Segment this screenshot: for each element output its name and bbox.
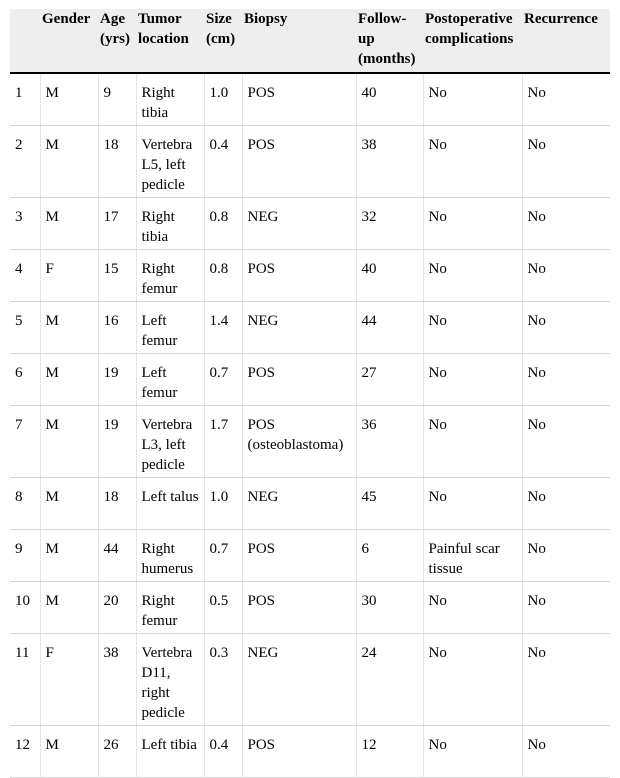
- cell-size: 0.7: [204, 354, 242, 406]
- cell-recurrence: No: [522, 73, 610, 126]
- cell-size: 0.4: [204, 126, 242, 198]
- table-row: [10, 250, 610, 302]
- cell-follow-up: 32: [356, 198, 423, 250]
- cell-age: 26: [98, 726, 136, 778]
- cell-patient-no: 2: [10, 126, 40, 198]
- table-row: [10, 726, 610, 778]
- cell-patient-no: 9: [10, 530, 40, 582]
- cell-biopsy: POS: [242, 582, 356, 634]
- cell-recurrence: No: [522, 478, 610, 530]
- cell-patient-no: 6: [10, 354, 40, 406]
- cell-postoperative-complications: No: [423, 406, 522, 478]
- cell-gender: M: [40, 73, 98, 126]
- table-row: [10, 73, 610, 126]
- cell-postoperative-complications: Painful scar tissue: [423, 530, 522, 582]
- cell-patient-no: 5: [10, 302, 40, 354]
- cell-gender: F: [40, 634, 98, 726]
- cell-biopsy: NEG: [242, 198, 356, 250]
- cell-gender: M: [40, 478, 98, 530]
- cell-size: 1.4: [204, 302, 242, 354]
- cell-age: 16: [98, 302, 136, 354]
- cell-tumor-location: Left femur: [136, 354, 204, 406]
- cell-size: 1.0: [204, 73, 242, 126]
- cell-biopsy: POS: [242, 726, 356, 778]
- cell-postoperative-complications: No: [423, 582, 522, 634]
- cell-follow-up: 45: [356, 478, 423, 530]
- cell-tumor-location: Right femur: [136, 582, 204, 634]
- cell-age: 19: [98, 354, 136, 406]
- cell-patient-no: 12: [10, 726, 40, 778]
- cell-tumor-location: Vertebra D11, right pedicle: [136, 634, 204, 726]
- table-header: [10, 9, 610, 73]
- cell-postoperative-complications: No: [423, 726, 522, 778]
- cell-tumor-location: Vertebra L3, left pedicle: [136, 406, 204, 478]
- cell-size: 0.8: [204, 250, 242, 302]
- column-header-tumor-location: Tumor location: [136, 9, 204, 73]
- cell-postoperative-complications: No: [423, 126, 522, 198]
- cell-age: 18: [98, 126, 136, 198]
- cell-follow-up: 12: [356, 726, 423, 778]
- cell-biopsy: POS: [242, 126, 356, 198]
- cell-patient-no: 11: [10, 634, 40, 726]
- cell-follow-up: 6: [356, 530, 423, 582]
- cell-size: 0.4: [204, 726, 242, 778]
- cell-patient-no: 7: [10, 406, 40, 478]
- cell-patient-no: 10: [10, 582, 40, 634]
- cell-age: 17: [98, 198, 136, 250]
- table-row: [10, 302, 610, 354]
- table-body: [10, 73, 610, 778]
- header-row: [10, 9, 610, 73]
- cell-tumor-location: Right tibia: [136, 198, 204, 250]
- cell-recurrence: No: [522, 406, 610, 478]
- column-header-age: Age (yrs): [98, 9, 136, 73]
- cell-size: 1.7: [204, 406, 242, 478]
- cell-biopsy: NEG: [242, 302, 356, 354]
- cell-biopsy: NEG: [242, 478, 356, 530]
- table-row: [10, 198, 610, 250]
- column-header-gender: Gender: [40, 9, 98, 73]
- cell-tumor-location: Vertebra L5, left pedicle: [136, 126, 204, 198]
- column-header-recurrence: Recurrence: [522, 9, 610, 73]
- cell-postoperative-complications: No: [423, 354, 522, 406]
- cell-tumor-location: Left tibia: [136, 726, 204, 778]
- cell-size: 0.8: [204, 198, 242, 250]
- cell-tumor-location: Left talus: [136, 478, 204, 530]
- cell-follow-up: 24: [356, 634, 423, 726]
- cell-recurrence: No: [522, 354, 610, 406]
- cell-gender: M: [40, 406, 98, 478]
- cell-gender: M: [40, 582, 98, 634]
- cell-patient-no: 1: [10, 73, 40, 126]
- cell-biopsy: POS: [242, 73, 356, 126]
- column-header-postoperative-complications: Postoperative complications: [423, 9, 522, 73]
- cell-age: 38: [98, 634, 136, 726]
- cell-follow-up: 36: [356, 406, 423, 478]
- cell-patient-no: 8: [10, 478, 40, 530]
- patients-table: [10, 9, 610, 778]
- table-row: [10, 478, 610, 530]
- cell-recurrence: No: [522, 250, 610, 302]
- cell-patient-no: 3: [10, 198, 40, 250]
- cell-size: 0.3: [204, 634, 242, 726]
- cell-age: 19: [98, 406, 136, 478]
- cell-recurrence: No: [522, 530, 610, 582]
- cell-tumor-location: Right tibia: [136, 73, 204, 126]
- cell-recurrence: No: [522, 198, 610, 250]
- cell-biopsy: POS: [242, 530, 356, 582]
- table-row: [10, 126, 610, 198]
- cell-postoperative-complications: No: [423, 302, 522, 354]
- cell-postoperative-complications: No: [423, 634, 522, 726]
- cell-gender: M: [40, 198, 98, 250]
- cell-follow-up: 30: [356, 582, 423, 634]
- cell-postoperative-complications: No: [423, 73, 522, 126]
- cell-follow-up: 40: [356, 250, 423, 302]
- cell-recurrence: No: [522, 726, 610, 778]
- cell-postoperative-complications: No: [423, 250, 522, 302]
- cell-recurrence: No: [522, 302, 610, 354]
- cell-gender: M: [40, 302, 98, 354]
- cell-gender: M: [40, 530, 98, 582]
- column-header-size: Size (cm): [204, 9, 242, 73]
- cell-tumor-location: Right humerus: [136, 530, 204, 582]
- cell-tumor-location: Left femur: [136, 302, 204, 354]
- cell-age: 44: [98, 530, 136, 582]
- cell-biopsy: NEG: [242, 634, 356, 726]
- cell-gender: M: [40, 354, 98, 406]
- cell-size: 1.0: [204, 478, 242, 530]
- table-row: [10, 634, 610, 726]
- cell-biopsy: POS: [242, 354, 356, 406]
- table-row: [10, 530, 610, 582]
- cell-age: 18: [98, 478, 136, 530]
- cell-gender: F: [40, 250, 98, 302]
- cell-gender: M: [40, 126, 98, 198]
- cell-follow-up: 40: [356, 73, 423, 126]
- cell-patient-no: 4: [10, 250, 40, 302]
- cell-size: 0.5: [204, 582, 242, 634]
- cell-gender: M: [40, 726, 98, 778]
- cell-follow-up: 38: [356, 126, 423, 198]
- cell-recurrence: No: [522, 126, 610, 198]
- table-row: [10, 354, 610, 406]
- cell-biopsy: POS: [242, 250, 356, 302]
- table-row: [10, 406, 610, 478]
- cell-recurrence: No: [522, 634, 610, 726]
- cell-recurrence: No: [522, 582, 610, 634]
- cell-size: 0.7: [204, 530, 242, 582]
- cell-age: 15: [98, 250, 136, 302]
- cell-follow-up: 44: [356, 302, 423, 354]
- cell-postoperative-complications: No: [423, 198, 522, 250]
- table-row: [10, 582, 610, 634]
- column-header-patient-no: [10, 9, 40, 73]
- cell-age: 20: [98, 582, 136, 634]
- column-header-follow-up: Follow-up (months): [356, 9, 423, 73]
- column-header-biopsy: Biopsy: [242, 9, 356, 73]
- cell-biopsy: POS (osteoblastoma): [242, 406, 356, 478]
- cell-postoperative-complications: No: [423, 478, 522, 530]
- cell-age: 9: [98, 73, 136, 126]
- cell-tumor-location: Right femur: [136, 250, 204, 302]
- cell-follow-up: 27: [356, 354, 423, 406]
